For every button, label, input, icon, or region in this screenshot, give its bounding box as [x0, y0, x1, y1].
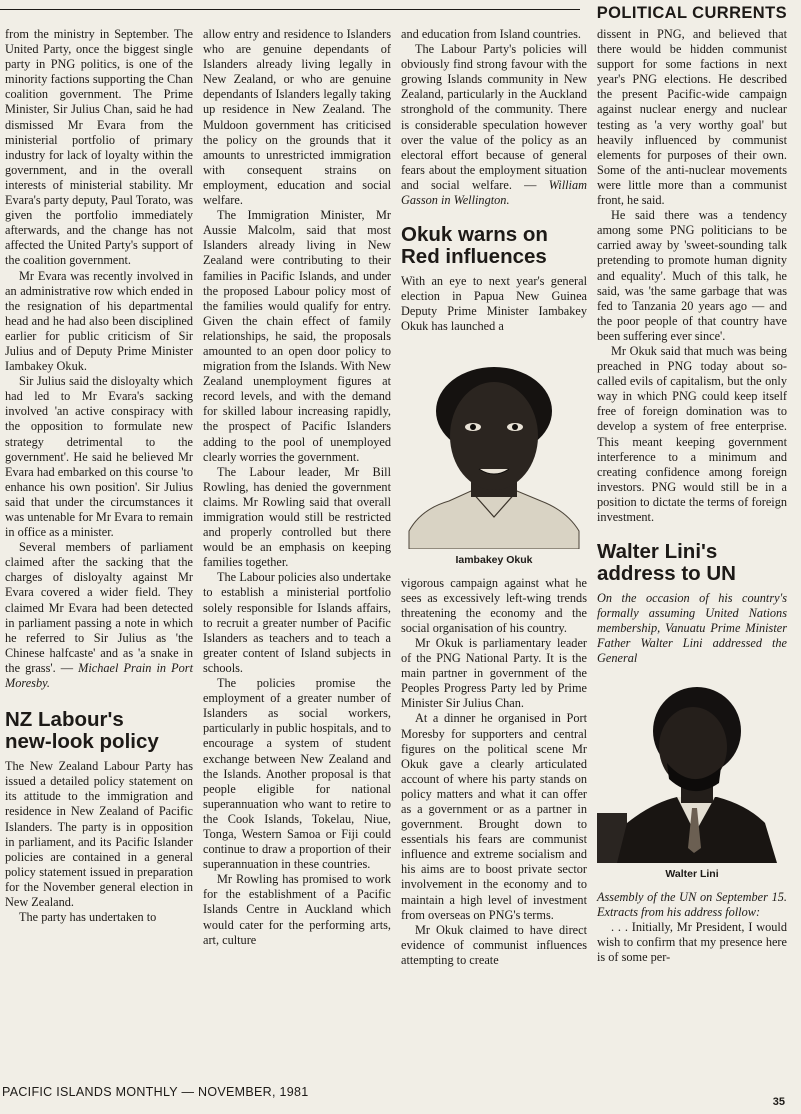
body-paragraph: At a dinner he organised in Port Moresby for supporters and central figures on the political scene Mr Okuk gave a clearly articulated account of where his party stands on policy matters and what it can offer as a government or as a partner in government. Brought down to essentials his fears are communist influence and extreme socialism and his aims are to boost private sector involvement in the economy and to maintain a high level of investment from overseas on PNG's terms. [401, 711, 587, 922]
intro-paragraph: Assembly of the UN on September 15. Extracts from his address follow: [597, 889, 787, 919]
portrait-lini-image [597, 673, 787, 863]
headline-line: address to UN [597, 562, 736, 586]
paragraph-text: Several members of parliament claimed after the sacking that the charges of disloyalty against Mr Evara covered a wider field. They claimed Mr Evara had been detected in parliament passing a note in which he referred to Sir Julius as 'the Chinese halfcaste' and as 'a snake in the grass'. — [5, 540, 193, 675]
body-paragraph: The party has undertaken to [19, 910, 157, 925]
body-paragraph: The Labour policies also undertake to establish a ministerial portfolio solely responsible for Islands affairs, to recruit a greater number of Pacific Islanders as teachers and to teach a greater content of Island subjects in schools. [203, 570, 391, 675]
headline-nz-labour [5, 709, 193, 753]
publication-footer: PACIFIC ISLANDS MONTHLY — NOVEMBER, 1981 [2, 1085, 309, 1099]
body-paragraph: The Immigration Minister, Mr Aussie Malcolm, said that most Islanders already living in New Zealand were contributing to their families in Pacific Islands, and under the proposed Labour policy most of the families would qualify for entry. Given the chain effect of family relationships, he said, the proposals amounted to an open door policy to migration from the Islands. With New Zealand unemployment figures at record levels, and with the demand for skilled labour increasing rapidly, the prospect of Pacific Islanders adding to the pool of unemployed clearly worries the government. [203, 208, 391, 464]
intro-paragraph: On the occasion of his country's formally assuming United Nations membership, Vanuatu Prime Minister Father Walter Lini addressed the General [597, 591, 787, 666]
body-paragraph: Mr Okuk is parliamentary leader of the PNG National Party. It is the main partner in government of the Peoples Progress Party led by Prime Minister Sir Julius Chan. [401, 635, 587, 711]
body-paragraph: and education from Island countries. [401, 27, 581, 41]
body-paragraph: allow entry and residence to Islanders who are genuine dependants of Islanders already living legally in New Zealand, or who are genuine dependants of Islanders legally taking up residence in New Zealand. The Muldoon government has criticised the policy on the grounds that it amounts to unrestricted immigration with consequent strains on employment, education and social welfare. [203, 27, 391, 208]
body-paragraph: Mr Okuk claimed to have direct evidence of communist influences attempting to create [401, 922, 587, 967]
body-paragraph: Sir Julius said the disloyalty which had led to Mr Evara's sacking involved 'an active conspiracy with the opposition to formulate new strategy detrimental to the government'. He said he believed Mr Evara had embarked on this course 'to enhance his own position'. Sir Julius said that under the circumstances it was untenable for Mr Evara to remain in office as a minister. [5, 374, 193, 540]
headline-okuk [401, 224, 587, 268]
headline-line: Okuk warns on [401, 223, 548, 247]
body-paragraph [401, 42, 587, 208]
byline: William Gasson in Wellington. [401, 177, 587, 208]
column-4 [597, 27, 787, 965]
body-paragraph: dissent in PNG, and believed that there would be hidden communist support for some factions in next year's PNG elections. He described the present Pacific-wide campaign against nuclear energy and nuclear testing as 'a very worthy goal' but heavily influenced by communist elements for purposes of their own. Some of the anti-nuclear movements were little more than a communist front, he said. [597, 27, 787, 208]
column-3 [401, 27, 587, 968]
body-paragraph: . . . Initially, Mr President, I would wish to confirm that my presence here is of some per- [597, 919, 787, 965]
body-paragraph: Mr Okuk said that much was being preached in PNG today about so-called evils of capitalism, but the only way in which PNG could keep itself free of foreign domination was to develop a system of free enterprise. This meant keeping government interference to a minimum and creating confidence among foreign investors. PNG would still be in a position to dictate the terms of foreign investment. [597, 343, 787, 524]
page-number: 35 [772, 1096, 785, 1108]
portrait-photo-okuk [401, 341, 587, 549]
body-paragraph [5, 540, 193, 691]
column-1 [5, 27, 193, 925]
headline-line: Red influences [401, 245, 547, 269]
paragraph-text: The Labour Party's policies will obviously find strong favour with the growing Islands community in New Zealand, particularly in the Auckland stronghold of the community. There is considerable speculation however over the value of the policy as an electoral effort because of general fears about the employment situation and social welfare. — [401, 42, 587, 192]
body-paragraph: The Labour leader, Mr Bill Rowling, has denied the government claims. Mr Rowling said that overall immigration would still be restricted and properly controlled but there would be an emphasis on keeping families together. [203, 464, 391, 570]
header-rule [0, 9, 580, 10]
headline-line: NZ Labour's [5, 708, 124, 732]
body-paragraph: vigorous campaign against what he sees as excessively left-wing trends threatening the economy and the social organisation of his country. [401, 575, 587, 635]
headline-line: new-look policy [5, 730, 159, 754]
headline-lini [597, 541, 787, 585]
column-2 [203, 27, 391, 948]
body-paragraph: He said there was a tendency among some PNG politicians to be carried away by 'sweet-sounding talk pretending to promote human dignity and equality'. Much of this talk, he said, was 'the same garbage that was fed to Tanzania 20 years ago — and the poor people of that country have been suffering ever since'. [597, 208, 787, 343]
headline-line: Walter Lini's [597, 540, 718, 564]
body-paragraph: The policies promise the employment of a greater number of Islanders as social workers, particularly in public hospitals, and to encourage a system of student exchange between New Zealand and the Islands. Another proposal is that people eligible for national superannuation who want to retire to the Cook Islands, Tokelau, Niue, Tonga, Western Samoa or Fiji could continue to draw a proportion of their superannuation in these countries. [203, 676, 391, 872]
portrait-okuk-image [401, 341, 587, 549]
body-paragraph: The New Zealand Labour Party has issued a detailed policy statement on its attitude to the immigration and residence in New Zealand of Pacific Islanders. The party is in opposition in parliament, and its Pacific Islander policies are contained in a general policy statement issued in preparation for the November general election in New Zealand. [5, 759, 193, 909]
body-paragraph: from the ministry in September. The United Party, once the biggest single party in PNG politics, is one of the minority factions supporting the Chan coalition government. The Prime Minister, Sir Julius Chan, said he had dismissed Mr Evara from the ministerial portfolio of primary industry for lack of loyalty within the government, and in the overall interests of ministerial stability. Mr Evara's party deputy, Paul Torato, was given the portfolio immediately afterwards, and the change has not affected the United Party's support of the coalition government. [5, 27, 193, 268]
body-paragraph: Mr Evara was recently involved in an administrative row which ended in the resignation of his departmental head and he had also been disciplined earlier for public criticism of Sir Julius and of Deputy Prime Minister Iambakey Okuk. [5, 268, 193, 374]
byline: Michael Prain in Port Moresby. [5, 660, 194, 691]
portrait-photo-lini [597, 673, 787, 863]
photo-caption: Walter Lini [665, 867, 719, 880]
photo-caption: Iambakey Okuk [455, 553, 533, 566]
section-title: POLITICAL CURRENTS [596, 4, 787, 22]
body-paragraph: Mr Rowling has promised to work for the establishment of a Pacific Islands Centre in Auckland which would cater for the performing arts, art, culture [203, 872, 391, 947]
body-paragraph: With an eye to next year's general election in Papua New Guinea Deputy Prime Minister Iambakey Okuk has launched a [401, 274, 587, 334]
